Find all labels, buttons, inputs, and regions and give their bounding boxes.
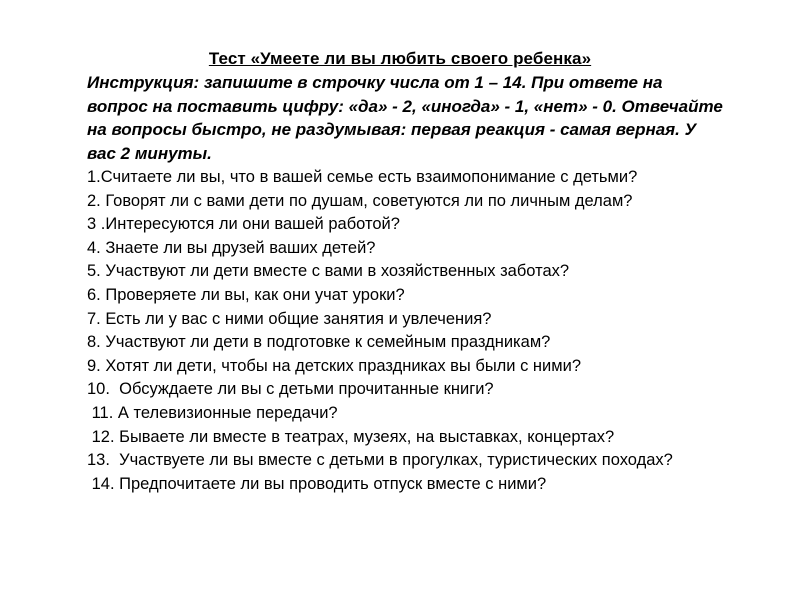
question-item: 14. Предпочитаете ли вы проводить отпуск вместе с ними? — [87, 474, 547, 493]
question-item: 1.Считаете ли вы, что в вашей семье есть взаимопонимание с детьми? — [87, 168, 638, 186]
question-item: 11. А телевизионные передачи? — [87, 403, 338, 422]
question-item: 4. Знаете ли вы друзей ваших детей? — [87, 238, 376, 257]
question-item: 9. Хотят ли дети, чтобы на детских праздниках вы были с ними? — [87, 356, 582, 375]
question-item: 7. Есть ли у вас с ними общие занятия и увлечения? — [87, 309, 492, 328]
page-title: Тест «Умеете ли вы любить своего ребенка» — [208, 49, 592, 68]
question-item: 8. Участвуют ли дети в подготовке к семейным праздникам? — [87, 333, 551, 352]
question-item: 13. Участвуете ли вы вместе с детьми в прогулках, туристических походах? — [87, 451, 673, 470]
question-item: 3 .Интересуются ли они вашей работой? — [87, 215, 400, 234]
instructions-text: Инструкция: запишите в строчку числа от 1 – 14. При ответе на вопрос на поставить цифру: «да» - 2, «иногда» - 1, «нет» - 0. Отвечайте на вопросы быстро, не раздумывая: первая реакция - самая верная. У вас 2 минуты. — [87, 73, 723, 163]
question-item: 10. Обсуждаете ли вы с детьми прочитанные книги? — [87, 380, 494, 399]
question-item: 6. Проверяете ли вы, как они учат уроки? — [87, 285, 405, 304]
question-list — [87, 166, 727, 496]
question-item: 2. Говорят ли с вами дети по душам, советуются ли по личным делам? — [87, 191, 633, 210]
question-item: 5. Участвуют ли дети вместе с вами в хозяйственных заботах? — [87, 262, 570, 281]
question-item: 12. Бываете ли вместе в театрах, музеях, на выставках, концертах? — [87, 427, 615, 446]
